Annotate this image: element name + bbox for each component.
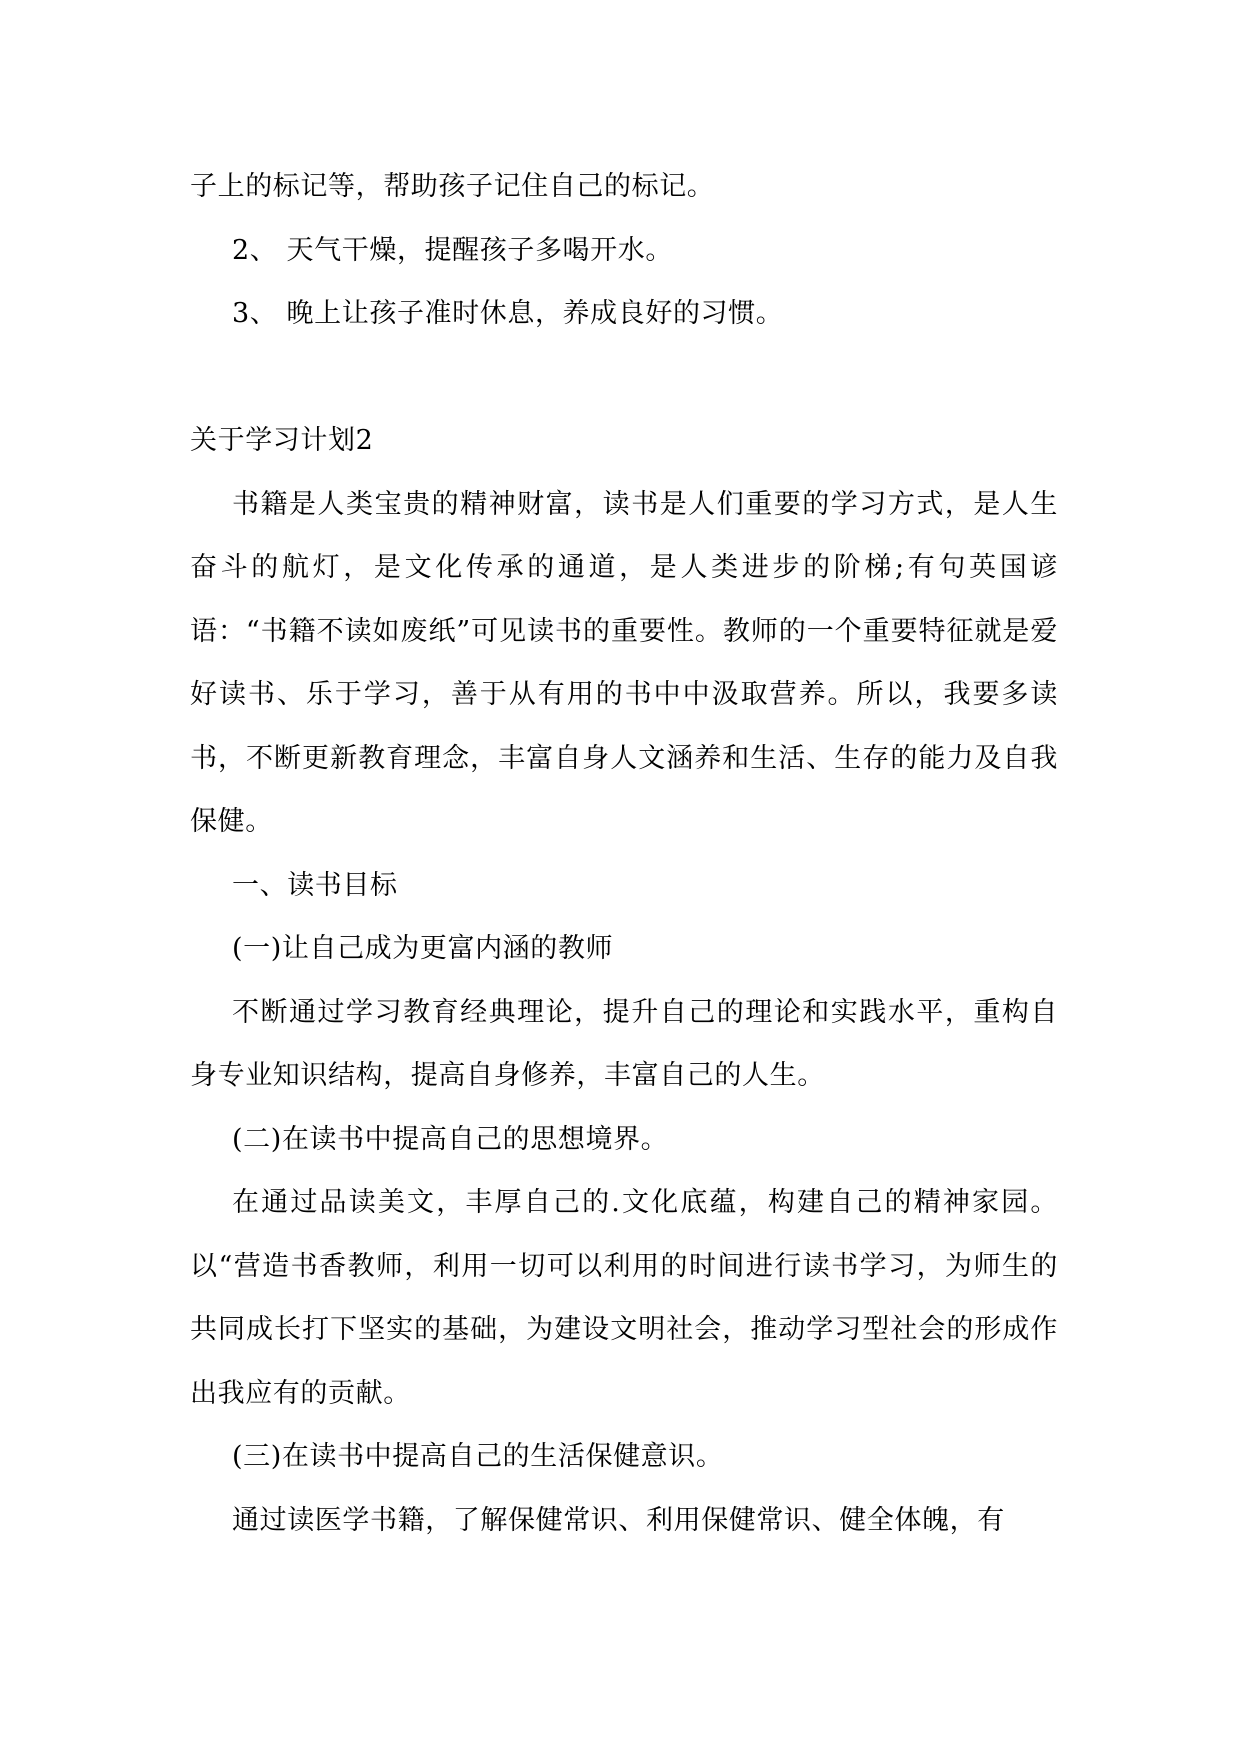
intro-paragraph: 书籍是人类宝贵的精神财富，读书是人们重要的学习方式，是人生奋斗的航灯，是文化传承的通道，是人类进步的阶梯;有句英国谚语：“书籍不读如废纸”可见读书的重要性。教师的一个重要特征就是爱好读书、乐于学习，善于从有用的书中中汲取营养。所以，我要多读书，不断更新教育理念，丰富自身人文涵养和生活、生存的能力及自我保健。 xyxy=(190,488,1058,837)
list-item-2: 2、 天气干燥，提醒孩子多喝开水。 xyxy=(232,234,673,266)
subheading-1: (一)让自己成为更富内涵的教师 xyxy=(232,933,614,964)
paragraph-goal-3: 通过读医学书籍，了解保健常识、利用保健常识、健全体魄，有 xyxy=(232,1504,1005,1536)
subheading-2: (二)在读书中提高自己的思想境界。 xyxy=(232,1123,669,1155)
paragraph-goal-2: 在通过品读美文，丰厚自己的.文化底蕴，构建自己的精神家园。以“营造书香教师，利用一切可以利用的时间进行读书学习，为师生的共同成长打下坚实的基础，为建设文明社会，推动学习型社会的形成作出我应有的贡献。 xyxy=(190,1187,1058,1409)
subheading-3: (三)在读书中提高自己的生活保健意识。 xyxy=(232,1441,724,1472)
paragraph-continuation: 子上的标记等，帮助孩子记住自己的标记。 xyxy=(190,171,715,202)
section-spacer xyxy=(190,346,1058,410)
section-heading: 关于学习计划2 xyxy=(190,425,374,456)
list-item-3: 3、 晚上让孩子准时休息，养成良好的习惯。 xyxy=(232,298,784,329)
heading-reading-goals: 一、读书目标 xyxy=(232,869,398,901)
document-body xyxy=(190,155,1058,1552)
paragraph-goal-1: 不断通过学习教育经典理论，提升自己的理论和实践水平，重构自身专业知识结构，提高自身修养，丰富自己的人生。 xyxy=(190,996,1058,1091)
